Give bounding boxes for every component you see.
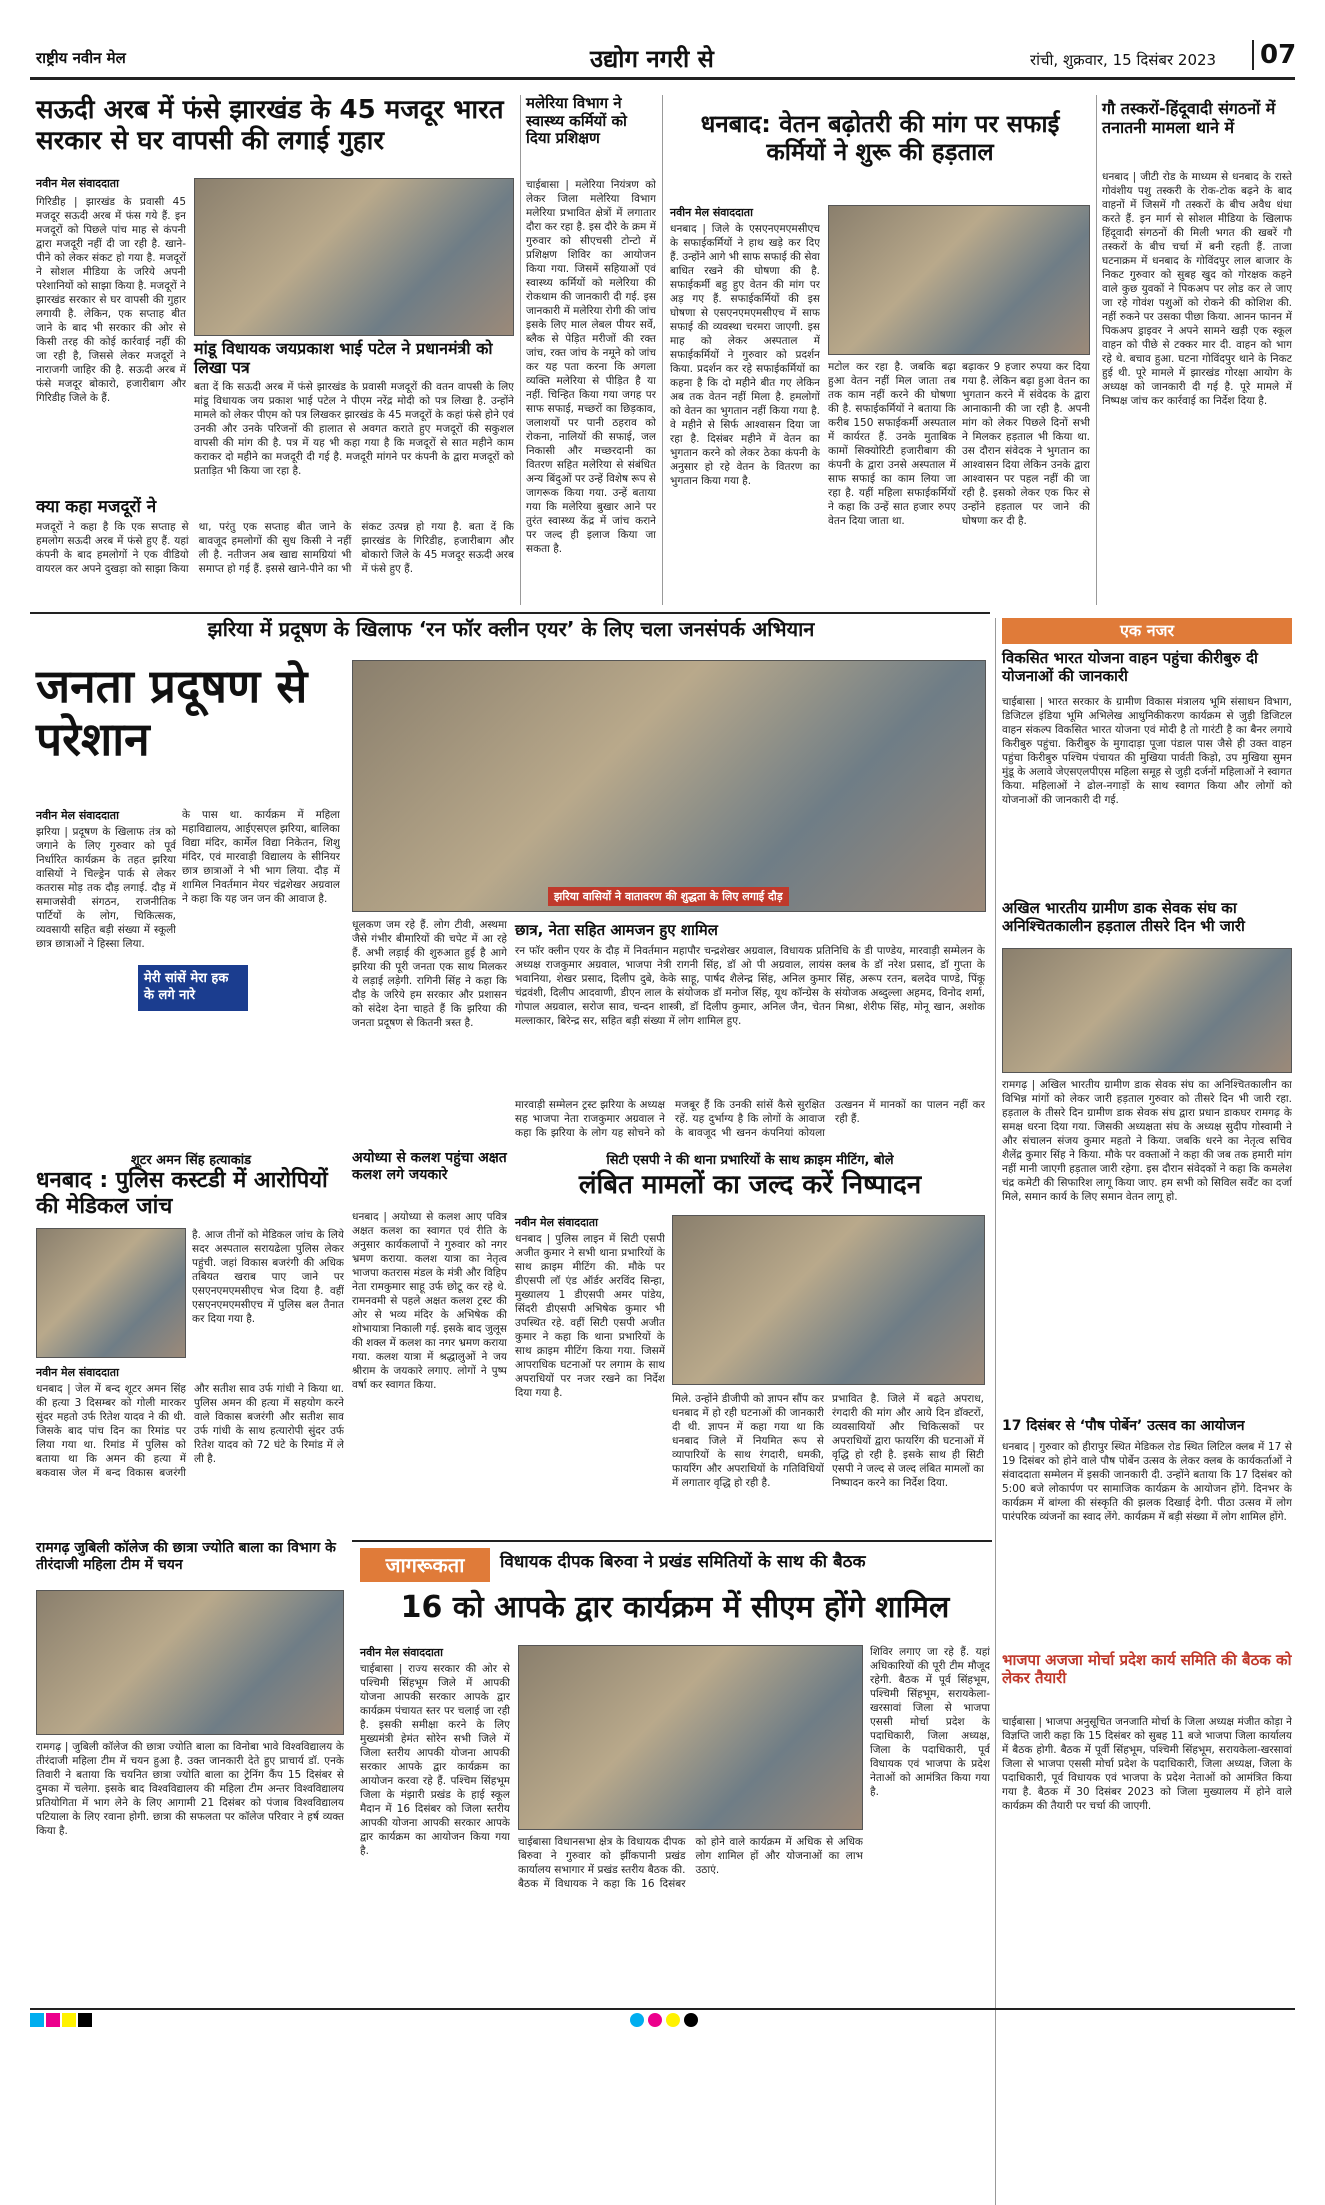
article-malaria: चाईबासा | मलेरिया नियंत्रण को लेकर जिला मलेरिया विभाग मलेरिया प्रभावित क्षेत्रों में लगातार दौरा कर रहा है. इस दौरे के क्रम में गुरुवार को सीएचसी टोन्टो में प्रशिक्षण शिविर का आयोजन किया गया. जिसमें सहियाओं एवं स्वास्थ्य कर्मियों को मलेरिया की रोकथाम की जानकारी दी गई. इस जानकारी में मलेरिया रोगी की जांच इसके लिए माल लेबल पीयर सर्वे, ब्लैक से पेड़ित मरीजों की रक्त जांच, रक्त जांच के नमूने को जांच कर यह पता करना कि अगला व्यक्ति मलेरिया से पीड़ित है या नहीं. चिन्हित किया गया जगह पर साफ सफाई, मच्छरों का छिड़काव, जलाशयों पर पानी ठहराव को रोकना, नालियों की सफाई, जल निकासी और मच्छरदानी का वितरण सहित मलेरिया से संबंधित अन्य बिंदुओं पर उन्हें विशेष रूप से जागरूक किया गया. उन्हें बताया गया कि मलेरिया बुखार आने पर तुरंत स्वास्थ्य केंद्र में जांच कराने पर जल्द ही इलाज किया जा सकता है.: [526, 179, 656, 555]
headline-pollution: जनता प्रदूषण से परेशान: [36, 659, 308, 766]
column-rule: [662, 95, 663, 605]
photo-cm-meeting: [518, 1645, 863, 1830]
byline: नवीन मेल संवाददाता: [670, 206, 753, 219]
box-body: बता दें कि सऊदी अरब में फंसे झारखंड के प्रवासी मजदूरों की वतन वापसी के लिए मांडू विधायक जय प्रकाश भाई पटेल ने पीएम नरेंद्र मोदी को पत्र लिखा है. उन्होंने मामले को लेकर पीएम को पत्र लिखकर झारखंड के 45 मजदूरों के कहां फंसे होने एवं उनकी और उनके परिजनों की हालात से अवगत कराते हुए मजदूरों की सकुशल वापसी की मांग की है. पत्र में यह भी कहा गया है कि मजदूरों से सात महीने काम कराकर दो महीने का मजदूरी दी गई है. मजदूरी मांगने पर कंपनी के द्वारा मजदूरों को प्रताड़ित भी किया जा रहा है.: [194, 381, 514, 477]
ek-nazar-banner: एक नजर: [1002, 618, 1292, 644]
black-dot: [684, 2013, 698, 2027]
paper-name: राष्ट्रीय नवीन मेल: [36, 49, 126, 67]
page-number: 07: [1252, 40, 1296, 70]
article-safai-col3: बढ़ाकर 9 हजार रुपया कर दिया गया है. लेकिन बढ़ा हुआ वेतन का भुगतान करने में संवेदक के द्वारा आनाकानी की जा रही है. अपनी मांग को लेकर पिछले दिनों सभी ने मिलकर हड़ताल भी किया था. उस दौरान संवेदक ने भुगतान का आश्वासन दिया लेकिन उनके द्वारा आश्वासन पर पहल नहीं की जा रही है. इसको लेकर एक फिर से उन्होंने हड़ताल पर जाने की घोषणा कर दी है.: [962, 361, 1090, 527]
headline-safai: धनबाद: वेतन बढ़ोतरी की मांग पर सफाई कर्मियों ने शुरू की हड़ताल: [700, 110, 1060, 167]
article-cm-2: चाईबासा विधानसभा क्षेत्र के विधायक दीपक बिरुवा ने गुरुवार को झींकपानी प्रखंड कार्यालय सभागार में प्रखंड स्तरीय बैठक की. बैठक में विधायक ने कहा कि 16 दिसंबर को होने वाले कार्यक्रम में अधिक से अधिक लोग शामिल हों और योजनाओं का लाभ उठाएं.: [518, 1836, 863, 1890]
photo-meeting: [672, 1215, 985, 1385]
article-pollution-3: धूलकण जम रहे हैं. लोग टीवी, अस्थमा जैसे गंभीर बीमारियों की चपेट में आ रहे हैं. अभी लड़ाई की शुरुआत हुई है आगे झरिया की पूरी जनता एक साथ मिलकर ये लड़ाई लड़ेगी. रागिनी सिंह ने कहा कि दौड़ के जरिये हम सरकार और प्रशासन को संदेश देना चाहते हैं कि झरिया की जनता प्रदूषण से कितनी त्रस्त है.: [352, 919, 507, 1029]
photo-dak: [1002, 948, 1292, 1073]
photo-accused: [36, 1228, 186, 1358]
byline: नवीन मेल संवाददाता: [360, 1646, 443, 1659]
headline-cow: गौ तस्करों-हिंदूवादी संगठनों में तनातनी मामला थाने में: [1102, 99, 1276, 137]
headline-saudi: सऊदी अरब में फंसे झारखंड के 45 मजदूर भारत सरकार से घर वापसी की लगाई गुहार: [36, 95, 504, 156]
photo-archery: [36, 1590, 344, 1735]
column-rule: [520, 95, 521, 605]
article-cm: चाईबासा | राज्य सरकार की ओर से पश्चिमी सिंहभूम जिले में आपकी योजना आपकी सरकार आपके द्वार कार्यक्रम पंचायत स्तर पर चलाई जा रही है. इसकी समीक्षा करने के लिए मुख्यमंत्री हेमंत सोरेन सभी जिले में जिला स्तरीय आपकी योजना आपकी सरकार आपके द्वार कार्यक्रम का आयोजन करवा रहे हैं. पश्चिम सिंहभूम जिला के मंझारी प्रखंड के हाई स्कूल मैदान में 16 दिसंबर को जिला स्तरीय आपकी योजना आपकी सरकार आपके द्वार कार्यक्रम का आयोजन किया गया है.: [360, 1663, 510, 1857]
kicker-crime: सिटी एसपी ने की थाना प्रभारियों के साथ क्राइम मीटिंग, बोले: [606, 1153, 894, 1168]
article-lead: गिरिडीह | झारखंड के प्रवासी 45 मजदूर सऊदी अरब में फंस गये हैं. इन मजदूरों को पिछले पांच माह से कंपनी द्वारा मजदूरी नहीं दी जा रही है. खाने-पीने को लेकर संकट हो गया है. मजदूरों ने सोशल मीडिया के जरिये अपनी परेशानियों को साझा किया है. मजदूरों ने झारखंड सरकार से घर वापसी की गुहार लगायी है. लेकिन, एक सप्ताह बीत जाने के बाद भी सरकार की ओर से किसी तरह की कोई कार्रवाई नहीं की जा रही है, जिससे लेकर मजदूरों ने नाराजगी जाहिर की है. सऊदी अरब में फंसे मजदूर बोकारो, हजारीबाग और गिरिडीह जिले के हैं.: [36, 196, 186, 404]
article-poush: धनबाद | गुरुवार को हीरापुर स्थित मेडिकल रोड स्थित लिटिल क्लब में 17 से 19 दिसंबर को होने वाले पौष पोर्बेन उत्सव के लेकर क्लब के कार्यकर्ताओं ने संवाददाता सम्मेलन में इसकी जानकारी दी. उन्होंने बताया कि 17 दिसंबर को 5:00 बजे लोकार्पण पर सामाजिक कार्यक्रम के आयोजन होंगे. दिनभर के कार्यक्रम में बांग्ला की संस्कृति की झलक दिखाई देगी. पीठा उत्सव में लोग पारंपरिक व्यंजनों का स्वाद लेंगे. कार्यक्रम में बड़ी संख्या में लोग शामिल होंगे.: [1002, 1441, 1292, 1523]
article-ayodhya: धनबाद | अयोध्या से कलश आए पवित्र अक्षत कलश का स्वागत एवं रीति के अनुसार कार्यकलापों ने गुरुवार को नगर भ्रमण कराया. कलश यात्रा का नेतृत्व भाजपा कतरास मंडल के मंत्री और विहिप नेता रामकुमार साहू उर्फ छोटू कर रहे थे. रामनवमी से पहले अक्षत कलश ट्रस्ट की ओर से भव्य मंदिर के अभिषेक की शोभायात्रा निकाली गई. इसके बाद जुलूस की शक्ल में कलश का नगर भ्रमण कराया गया. कलश यात्रा में श्रद्धालुओं ने जय श्रीराम के जयकारे लगाए. लोगों ने पुष्प वर्षा कर स्वागत किया.: [352, 1211, 507, 1391]
article-cm-3: शिविर लगाए जा रहे हैं. यहां अधिकारियों की पूरी टीम मौजूद रहेगी. बैठक में पूर्व सिंहभूम, पश्चिमी सिंहभूम, सरायकेला-खरसावां जिला से भाजपा एससी मोर्चा प्रदेश के पदाधिकारी, जिला अध्यक्ष, जिला के पदाधिकारी, पूर्व विधायक एवं भाजपा के प्रदेश नेताओं को आमंत्रित किया गया है.: [870, 1646, 990, 1798]
black-swatch: [78, 2013, 92, 2027]
headline-poush: 17 दिसंबर से ‘पौष पोर्बेन’ उत्सव का आयोजन: [1002, 1418, 1245, 1434]
photo-caption: झरिया वासियों ने वातावरण की शुद्धता के लिए लगाई दौड़: [548, 887, 789, 906]
rule: [30, 612, 990, 614]
headline-cm: 16 को आपके द्वार कार्यक्रम में सीएम होंगे शामिल: [400, 1590, 950, 1625]
photo-strike: [828, 205, 1090, 355]
magenta-dot: [648, 2013, 662, 2027]
headline-pending: लंबित मामलों का जल्द करें निष्पादन: [578, 1170, 922, 1200]
kicker-shooter: शूटर अमन सिंह हत्याकांड: [130, 1153, 252, 1168]
cyan-dot: [630, 2013, 644, 2027]
article-cow: धनबाद | जीटी रोड के माध्यम से धनबाद के रास्ते गोवंशीय पशु तस्करी के रोक-टोक बढ़ने के बाद वाहनों में जिसमें गौ तस्करों के बीच अवैध धंधा करते हैं. इन मार्ग से सोशल मीडिया के खिलाफ हिंदूवादी संगठनों की मिली भगत की खबरें गौ तस्करों के बीच चर्चा में बनी रहती हैं. ताजा घटनाक्रम में धनबाद के गोविंदपुर लाल बाजार के निकट गुरुवार को सुबह खुद को गोरक्षक कहने वाले कुछ युवकों ने पिकअप पर लोड कर ले जाए जा रहे गोवंश पशुओं को रोकने की कोशिश की. नहीं रुकने पर उसका पीछा किया. आनन फानन में पिकअप ड्राइवर ने अपने सामने खड़ी एक स्कूल वाहन को पीछे से टक्कर मार दी. वाहन को भाग रहे थे. बचाव हुआ. घटना गोविंदपुर थाने के निकट हुई थी. पूरे मामले में झारखंड गोरक्षा आयोग के अध्यक्ष को जानकारी दी गई है. पूरे मामले में निष्पक्ष जांच कर कार्रवाई का निर्देश दिया है.: [1102, 171, 1292, 407]
article-dak: रामगढ़ | अखिल भारतीय ग्रामीण डाक सेवक संघ का अनिश्चितकालीन का विभिन्न मांगों को लेकर जारी हड़ताल गुरुवार को तीसरे दिन भी जारी रहा. हड़ताल के तीसरे दिन ग्रामीण डाक सेवक संघ द्वारा प्रधान डाकघर रामगढ़ के समक्ष धरना दिया गया. जिसकी अध्यक्षता संघ के अध्यक्ष सुदीप गोस्वामी ने और संचालन संजय कुमार महतो ने किया. जबकि धरने का नेतृत्व सचिव शैलेंद्र कुमार सिंह ने किया. मौके पर वक्ताओं ने कहा की जब तक हमारी मांग नहीं मानी जाएगी हड़ताल जारी रहेगा. इस दौरान संवेदकों ने कहा कि कमलेश चंद्र कमेटी की सिफारिश लागू किया जाए. हम सभी को सिविल सर्वेंट का दर्जा मिले, समान कार्य के लिए समान वेतन लागू हो.: [1002, 1079, 1292, 1203]
article-vikasit: चाईबासा | भारत सरकार के ग्रामीण विकास मंत्रालय भूमि संसाधन विभाग, डिजिटल इंडिया भूमि अभिलेख आधुनिकीकरण कार्यक्रम से जुड़ी डिजिटल वाहन संकल्प विकसित भारत योजना एवं मोदी है तो गारंटी है का बैनर लगाये किरीबुरु पहुंचा. किरीबुरु के मुगादाड़ा पूजा पंडाल पास जैसे ही उक्त वाहन पहुंचा किरीबुरु पश्चिम पंचायत की मुखिया पार्वती किड़ो, उप मुखिया सुमन मुंडू के अलावे जेएसएलपीएस महिला समूह से जुड़ी दर्जनों महिलाओं ने स्वागत किया. महिलाओं ने ढोल-नगाड़ों के साथ स्वागत किया और लोगों को योजनाओं की जानकारी दी गई.: [1002, 696, 1292, 806]
byline: नवीन मेल संवाददाता: [515, 1216, 598, 1229]
headline-bjp: भाजपा अजजा मोर्चा प्रदेश कार्य समिति की बैठक को लेकर तैयारी: [1002, 1651, 1292, 1687]
kicker-jharia: झरिया में प्रदूषण के खिलाफ ‘रन फॉर क्लीन एयर’ के लिए चला जनसंपर्क अभियान: [207, 617, 815, 641]
headline-custody: धनबाद : पुलिस कस्टडी में आरोपियों की मेडिकल जांच: [36, 1168, 328, 1219]
article-archery: रामगढ़ | जुबिली कॉलेज की छात्रा ज्योति बाला का विनोबा भावे विश्वविद्यालय के तीरंदाजी महिला टीम में चयन हुआ है. उक्त जानकारी देते हुए प्राचार्य डॉ. एनके तिवारी ने बताया कि चयनित छात्रा ज्योति बाला का ट्रेनिंग कैंप 15 दिसंबर से दुमका में चलेगा. इसके बाद विश्वविद्यालय की महिला टीम अन्तर विश्वविद्यालय प्रतियोगिता में भाग लेने के लिए आगामी 21 दिसंबर को पंजाब विश्वविद्यालय पटियाला के लिए रवाना होगी. छात्रा की सफलता पर कॉलेज परिवार ने हर्ष व्यक्त किया है.: [36, 1741, 344, 1837]
article-bjp: चाईबासा | भाजपा अनुसूचित जनजाति मोर्चा के जिला अध्यक्ष मंजीत कोड़ा ने विज्ञप्ति जारी कहा कि 15 दिसंबर को सुबह 11 बजे भाजपा जिला कार्यालय में बैठक होगी. बैठक में पूर्वी सिंहभूम, पश्चिमी सिंहभूम, सरायकेला-खरसावां जिला से भाजपा एससी मोर्चा प्रदेश के पदाधिकारी, जिला अध्यक्ष, जिला के पदाधिकारी, पूर्व विधायक एवं भाजपा के प्रदेश नेताओं को आमंत्रित किया गया है. बैठक में 30 दिसंबर 2023 को जिला मुख्यालय में होने वाले कार्यक्रम की तैयारी पर चर्चा की जाएगी.: [1002, 1716, 1292, 1812]
article-pending-3: प्रभावित है. जिले में बढ़ते अपराध, रंगदारी की मांग और आये दिन डॉक्टरों, व्यवसायियों और चिकित्सकों पर अपराधियों द्वारा फायरिंग की घटनाओं में वृद्धि हो रही है. इसके साथ ही सिटी एसपी ने जल्द से जल्द लंबित मामलों का निष्पादन करने का निर्देश दिया.: [832, 1393, 984, 1489]
column-rule: [995, 618, 996, 2205]
article-pending: धनबाद | पुलिस लाइन में सिटी एसपी अजीत कुमार ने सभी थाना प्रभारियों के साथ क्राइम मीटिंग की. मौके पर डीएसपी लॉ एंड ऑर्डर अरविंद सिन्हा, मुख्यालय 1 डीएसपी अमर पांडेय, सिंदरी डीएसपी अभिषेक कुमार भी उपस्थित रहे. वहीं सिटी एसपी अजीत कुमार ने कहा कि थाना प्रभारियों के साथ क्राइम मीटिंग किया गया. जिसमें आपराधिक घटनाओं पर लगाम के साथ अपराधियों पर नजर रखने का निर्देश दिया गया है.: [515, 1233, 665, 1399]
headline-archery: रामगढ़ जुबिली कॉलेज की छात्रा ज्योति बाला का विभाग के तीरंदाजी महिला टीम में चयन: [36, 1540, 336, 1573]
article-pollution-4: मारवाड़ी सम्मेलन ट्रस्ट झरिया के अध्यक्ष सह भाजपा नेता राजकुमार अग्रवाल ने कहा कि झरिया के लोग यह सोचने को मजबूर हैं कि उनकी सांसें कैसे सुरक्षित रहें. यह दुर्भाग्य है कि लोगों के आवाज के बावजूद भी खनन कंपनियां कोयला उत्खनन में मानकों का पालन नहीं कर रही हैं.: [515, 1099, 985, 1139]
jagrukta-banner: जागरूकता: [360, 1548, 490, 1582]
footer-bar: [30, 2008, 1295, 2026]
byline: नवीन मेल संवाददाता: [36, 1366, 119, 1379]
photo-run: [352, 660, 986, 912]
subhead-workers: क्या कहा मजदूरों ने: [36, 497, 157, 517]
byline: नवीन मेल संवाददाता: [36, 809, 119, 822]
headline-malaria: मलेरिया विभाग ने स्वास्थ्य कर्मियों को दिया प्रशिक्षण: [526, 94, 627, 148]
dateline: रांची, शुक्रवार, 15 दिसंबर 2023: [1030, 51, 1217, 69]
article-safai-col2: मटोल कर रहा है. जबकि बढ़ा हुआ वेतन नहीं मिल जाता तब तक काम नहीं करने की घोषणा की है. सफाईकर्मियों ने बताया कि करीब 150 सफाईकर्मी अस्पताल में कार्यरत हैं. उनके मुताबिक कामों सिक्योरिटी हजारीबाग की कंपनी के द्वारा उनसे अस्पताल में साफ सफाई का काम लिया जा रहा है. यहीं महिला सफाईकर्मियों ने कहा कि उन्हें सात हजार रुपए वेतन दिया जाता था.: [828, 361, 956, 527]
rule: [352, 1540, 992, 1542]
article-pollution-1: झरिया | प्रदूषण के खिलाफ तंत्र को जगाने के लिए गुरुवार को पूर्व निर्धारित कार्यक्रम के तहत झरिया वासियों ने चिल्ड्रेन पार्क से लेकर कतरास मोड़ तक दौड़ लगाई. दौड़ में समाजसेवी संगठन, राजनीतिक पार्टियों के लोग, चिकित्सक, व्यवसायी सहित बड़ी संख्या में स्कूली छात्र छात्राओं ने हिस्सा लिया.: [36, 826, 176, 950]
article-pollution-2: के पास था. कार्यक्रम में महिला महाविद्यालय, आईएसएल झरिया, बालिका विद्या मंदिर, कार्मेल विद्या निकेतन, शिशु मंदिर, एवं मारवाड़ी विद्यालय के सीनियर छात्र छात्राओं ने भी भाग लिया. दौड़ में शामिल निवर्तमान मेयर चंद्रशेखर अग्रवाल ने कहा कि यह जन जन की आवाज है.: [182, 809, 340, 905]
box-headline: मांडू विधायक जयप्रकाश भाई पटेल ने प्रधानमंत्री को लिखा पत्र: [194, 339, 493, 377]
headline-biruwa: विधायक दीपक बिरुवा ने प्रखंड समितियों के साथ की बैठक: [500, 1552, 866, 1572]
photo-workers: [194, 178, 514, 336]
article-custody: धनबाद | जेल में बन्द शूटर अमन सिंह की हत्या 3 दिसम्बर को गोली मारकर सुंदर महतो उर्फ रितेश यादव ने की थी. जिसके बाद पांच दिन का रिमांड पर लिया गया था. रिमांड में पुलिस को बताया था कि अमन की हत्या में बकवास जेल में बन्द विकास बजरंगी और सतीश साव उर्फ गांधी ने किया था. पुलिस अमन की हत्या में सहयोग करने वाले विकास बजरंगी और सतीश साव उर्फ गांधी के साथ हत्यारोपी सुंदर उर्फ रितेश यादव को 72 घंटे के रिमांड में ले ली है.: [36, 1383, 344, 1479]
headline-dak: अखिल भारतीय ग्रामीण डाक सेवक संघ का अनिश्चितकालीन हड़ताल तीसरे दिन भी जारी: [1002, 899, 1245, 935]
masthead: [30, 40, 1295, 80]
headline-ayodhya: अयोध्या से कलश पहुंचा अक्षत कलश लगे जयकारे: [352, 1150, 507, 1183]
yellow-dot: [666, 2013, 680, 2027]
column-rule: [1096, 95, 1097, 605]
cyan-swatch: [30, 2013, 44, 2027]
subhead-participants: छात्र, नेता सहित आमजन हुए शामिल: [515, 921, 718, 939]
article-pending-2: मिले. उन्होंने डीजीपी को ज्ञापन सौंप कर धनबाद में हो रही घटनाओं की जानकारी दी थी. ज्ञापन में कहा गया था कि धनबाद जिले में नियमित रूप से व्यापारियों के साथ रंगदारी, धमकी, फायरिंग और अपराधियों के गतिविधियों में लगातार वृद्धि हो रही है.: [672, 1393, 824, 1489]
headline-vikasit: विकसित भारत योजना वाहन पहुंचा कीरीबुरु दी योजनाओं की जानकारी: [1002, 649, 1258, 685]
pull-quote: मेरी सांसें मेरा हक के लगे नारे: [138, 965, 248, 1011]
article-custody-2: है. आज तीनों को मेडिकल जांच के लिये सदर अस्पताल सरायढेला पुलिस लेकर पहुंची. जहां विकास बजरंगी की अधिक तबियत खराब पाए जाने पर एसएनएमएमसीएच भेज दिया है. वहीं एसएनएमएमसीएच में पुलिस बल तैनात कर दिया गया है.: [192, 1229, 344, 1325]
yellow-swatch: [62, 2013, 76, 2027]
article-body: मजदूरों ने कहा है कि एक सप्ताह से हमलोग सऊदी अरब में फंसे हुए हैं. यहां कंपनी के बाद हमलोगों ने एक वीडियो वायरल कर अपने दुखड़ा को साझा किया था, परंतु एक सप्ताह बीत जाने के बावजूद हमलोगों की सुध किसी ने नहीं ली है. नतीजन अब खाद्य सामग्रियां भी समाप्त हो गई हैं. इससे खाने-पीने का भी संकट उत्पन्न हो गया है. बता दें कि झारखंड के गिरिडीह, हजारीबाग और बोकारो जिले के 45 मजदूर सऊदी अरब में फंसे हुए हैं.: [36, 521, 514, 575]
section-title: उद्योग नगरी से: [590, 45, 714, 73]
magenta-swatch: [46, 2013, 60, 2027]
article-participants: रन फॉर क्लीन एयर के दौड़ में निवर्तमान महापौर चन्द्रशेखर अग्रवाल, विधायक प्रतिनिधि के डी पाण्डेय, मारवाड़ी सम्मेलन के अध्यक्ष राजकुमार अग्रवाल, भाजपा नेत्री रागनी सिंह, डॉ ओ पी अग्रवाल, लायंस क्लब के डॉ नरेश प्रसाद, डॉ गुप्ता के भवानिया, शेखर प्रसाद, दिलीप दुबे, केके साहू, पार्षद शैलेन्द्र सिंह, अनिल कुमार सिंह, अरूप रतन, बलदेव पाण्डे, पिंकू चंद्रवंशी, दिलीप आदवाणी, डीएन लाल के संयोजक डॉ मनोज सिंह, यूथ कॉन्ग्रेस के संयोजक अब्दुल्ला अहमद, विनोद शर्मा, गोपाल अग्रवाल, सरोज साव, चन्दन शास्त्री, डॉ दिलीप कुमार, अनिल जैन, चेतन मिश्रा, शेरीफ सिंह, मोनू खान, अशोक मल्लाकार, बिरेन्द्र सर, सहित बड़ी संख्या में लोग शामिल हुए.: [515, 945, 985, 1027]
byline: नवीन मेल संवाददाता: [36, 177, 119, 190]
article-safai-col1: धनबाद | जिले के एसएनएमएमसीएच के सफाईकर्मियों ने हाथ खड़े कर दिए हैं. उन्होंने आगे भी साफ सफाई की सेवा बाधित रखने की घोषणा की है. सफाईकर्मी बहु हुए वेतन की मांग पर अड़ गए हैं. सफाईकर्मियों की इस घोषणा से एसएनएमएमसीएच में साफ सफाई की व्यवस्था चरमरा जाएगी. इस माह को लेकर अस्पताल में सफाईकर्मियों ने गुरुवार को प्रदर्शन किया. प्रदर्शन कर रहे सफाईकर्मियों का कहना है कि दो महीने बीत गए लेकिन अब तक वेतन नहीं मिला है. हमलोगों को वेतन का भुगतान नहीं किया गया है. वे महीने से सिर्फ आश्वासन दिया जा रहा है. दिसंबर महीने में वेतन का भुगतान करने को लेकर ठेका कंपनी के अनुसार हो रहे वेतन के वितरण का भुगतान किया गया है.: [670, 223, 820, 487]
